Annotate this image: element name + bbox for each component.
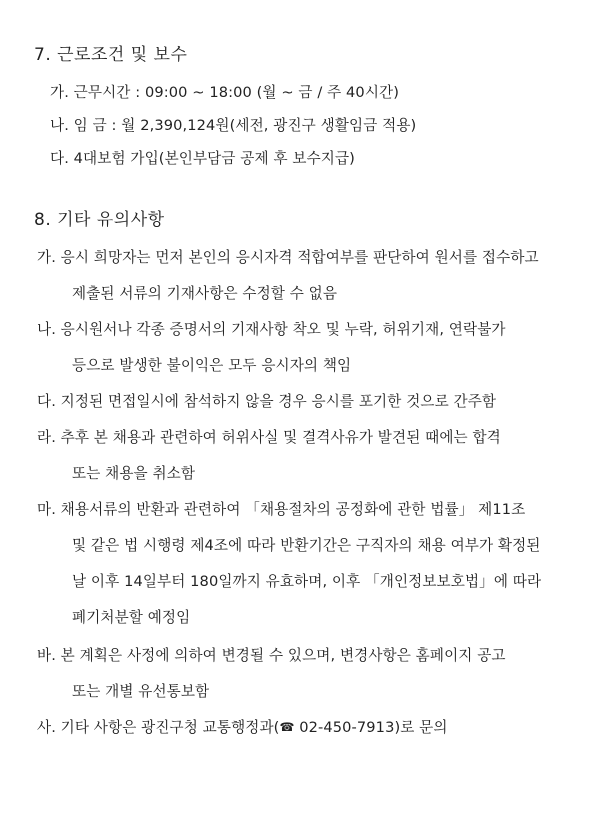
section-8-item-na-line1: 나. 응시원서나 각종 증명서의 기재사항 착오 및 누락, 허위기재, 연락불가 — [37, 321, 506, 338]
section-8-item-ga-line1: 가. 응시 희망자는 먼저 본인의 응시자격 적합여부를 판단하여 원서를 접수하고 — [37, 249, 539, 266]
section-8-item-sa-phone: 02-450-7913)로 문의 — [294, 719, 448, 736]
section-8-item-ba-line1: 바. 본 계획은 사정에 의하여 변경될 수 있으며, 변경사항은 홈페이지 공고 — [37, 647, 506, 664]
section-8-item-ma-line1: 마. 채용서류의 반환과 관련하여 「채용절차의 공정화에 관한 법률」 제11조 — [37, 501, 526, 518]
section-7-item-na: 나. 임 금 : 월 2,390,124원(세전, 광진구 생활임금 적용) — [50, 117, 417, 134]
section-7-item-ga: 가. 근무시간 : 09:00 ~ 18:00 (월 ~ 금 / 주 40시간) — [50, 84, 400, 101]
section-8-item-ra-line1: 라. 추후 본 채용과 관련하여 허위사실 및 결격사유가 발견된 때에는 합격 — [37, 429, 501, 446]
section-7-title: 7. 근로조건 및 보수 — [34, 45, 188, 65]
section-8-item-ma-line3: 날 이후 14일부터 180일까지 유효하며, 이후 「개인정보보호법」에 따라 — [72, 573, 542, 590]
section-8-item-ma-line2: 및 같은 법 시행령 제4조에 따라 반환기간은 구직자의 채용 여부가 확정된 — [72, 537, 541, 554]
section-8-item-da: 다. 지정된 면접일시에 참석하지 않을 경우 응시를 포기한 것으로 간주함 — [37, 393, 497, 410]
section-8-item-na-line2: 등으로 발생한 불이익은 모두 응시자의 책임 — [72, 357, 352, 374]
section-8-item-sa — [37, 716, 448, 737]
section-7-item-da: 다. 4대보험 가입(본인부담금 공제 후 보수지급) — [50, 150, 355, 167]
section-8-item-sa-prefix: 사. 기타 사항은 광진구청 교통행정과( — [37, 719, 280, 736]
phone-icon: ☎ — [279, 720, 295, 734]
section-8-item-ma-line4: 폐기처분할 예정임 — [72, 609, 191, 626]
section-8-item-ba-line2: 또는 개별 유선통보함 — [72, 683, 210, 700]
section-8-item-ra-line2: 또는 채용을 취소함 — [72, 465, 196, 482]
section-8-item-ga-line2: 제출된 서류의 기재사항은 수정할 수 없음 — [72, 285, 338, 302]
section-8-title: 8. 기타 유의사항 — [34, 210, 165, 230]
